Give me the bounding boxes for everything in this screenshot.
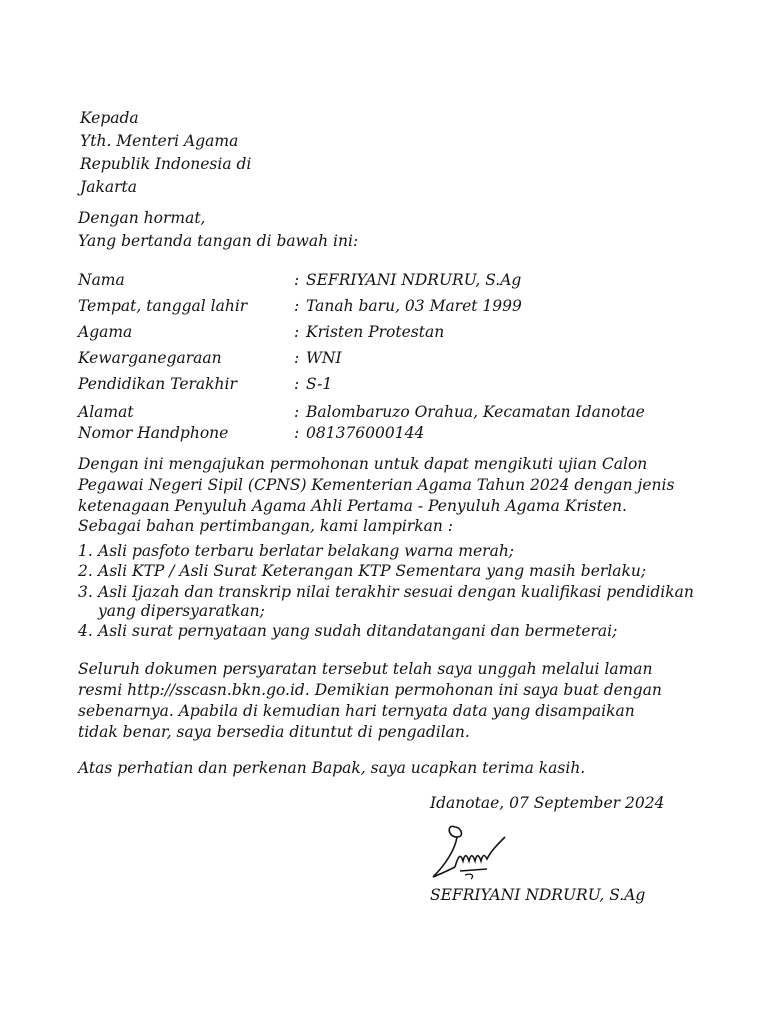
body2-line: resmi http://sscasn.bkn.go.id. Demikian permohonan ini saya buat dengan (78, 681, 662, 699)
body2-line: tidak benar, saya bersedia dituntut di pengadilan. (78, 723, 470, 741)
field-colon: : (294, 271, 300, 289)
attachment-number: 2. (78, 562, 93, 580)
field-colon: : (294, 403, 300, 421)
field-label-nama: Nama (78, 271, 125, 289)
field-colon: : (294, 297, 300, 315)
attachment-text: yang dipersyaratkan; (98, 602, 265, 620)
body1-line: Sebagai bahan pertimbangan, kami lampirkan : (78, 517, 453, 535)
signature-icon (425, 815, 535, 890)
body2-line: Seluruh dokumen persyaratan tersebut telah saya unggah melalui laman (78, 660, 653, 678)
salutation: Dengan hormat, (78, 209, 206, 227)
body1-line: ketenagaan Penyuluh Agama Ahli Pertama - Penyuluh Agama Kristen. (78, 497, 627, 515)
attachment-text: Asli surat pernyataan yang sudah ditandatangani dan bermeterai; (98, 622, 618, 640)
attachment-text: Asli Ijazah dan transkrip nilai terakhir sesuai dengan kualifikasi pendidikan (98, 583, 694, 601)
field-colon: : (294, 349, 300, 367)
field-colon: : (294, 424, 300, 442)
field-value-pendidikan: S-1 (306, 375, 333, 393)
field-label-handphone: Nomor Handphone (78, 424, 229, 442)
attachment-number: 1. (78, 542, 93, 560)
field-label-alamat: Alamat (78, 403, 134, 421)
field-colon: : (294, 323, 300, 341)
field-value-kewarganegaraan: WNI (306, 349, 342, 367)
field-colon: : (294, 375, 300, 393)
field-value-agama: Kristen Protestan (306, 323, 445, 341)
body2-line: sebenarnya. Apabila di kemudian hari ternyata data yang disampaikan (78, 702, 635, 720)
recipient-line: Yth. Menteri Agama (80, 132, 239, 150)
field-label-agama: Agama (78, 323, 133, 341)
body1-line: Dengan ini mengajukan permohonan untuk dapat mengikuti ujian Calon (78, 455, 648, 473)
body1-line: Pegawai Negeri Sipil (CPNS) Kementerian Agama Tahun 2024 dengan jenis (78, 476, 675, 494)
signer-name: SEFRIYANI NDRURU, S.Ag (430, 886, 646, 904)
recipient-line: Kepada (80, 109, 139, 127)
field-label-kewarganegaraan: Kewarganegaraan (78, 349, 222, 367)
place-date: Idanotae, 07 September 2024 (430, 794, 665, 812)
field-value-alamat: Balombaruzo Orahua, Kecamatan Idanotae (306, 403, 645, 421)
attachment-text: Asli pasfoto terbaru berlatar belakang warna merah; (98, 542, 515, 560)
attachment-text: Asli KTP / Asli Surat Keterangan KTP Sementara yang masih berlaku; (98, 562, 647, 580)
field-value-ttl: Tanah baru, 03 Maret 1999 (306, 297, 522, 315)
field-value-nama: SEFRIYANI NDRURU, S.Ag (306, 271, 522, 289)
field-label-pendidikan: Pendidikan Terakhir (78, 375, 237, 393)
attachment-number: 3. (78, 583, 93, 601)
field-label-ttl: Tempat, tanggal lahir (78, 297, 248, 315)
closing-text: Atas perhatian dan perkenan Bapak, saya ucapkan terima kasih. (78, 759, 586, 777)
intro-text: Yang bertanda tangan di bawah ini: (78, 232, 359, 250)
recipient-line: Republik Indonesia di (80, 155, 252, 173)
recipient-line: Jakarta (80, 178, 137, 196)
field-value-handphone: 081376000144 (306, 424, 425, 442)
attachment-number: 4. (78, 622, 93, 640)
